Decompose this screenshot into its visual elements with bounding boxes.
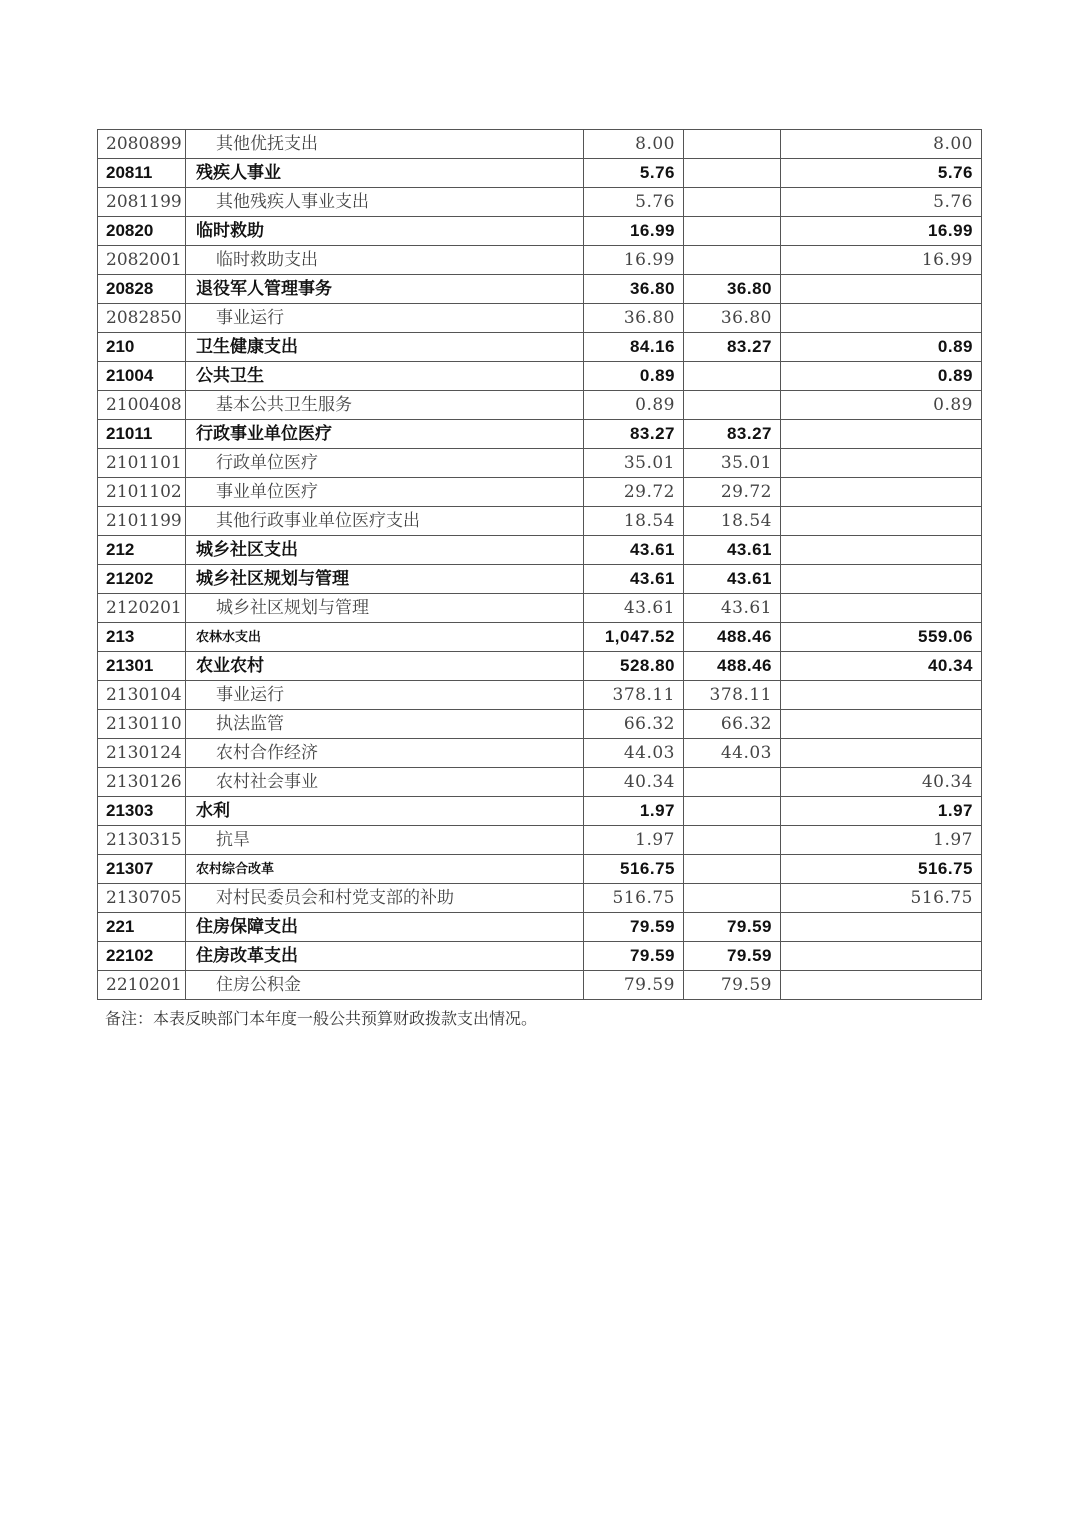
basic-expenditure-cell (684, 188, 781, 217)
basic-expenditure-cell: 79.59 (684, 971, 781, 1000)
project-expenditure-cell: 16.99 (781, 246, 982, 275)
account-name-cell: 住房公积金 (186, 971, 584, 1000)
total-amount-cell: 8.00 (584, 130, 684, 159)
account-code-cell: 2130124 (98, 739, 186, 768)
account-code-cell: 2130315 (98, 826, 186, 855)
project-expenditure-cell: 559.06 (781, 623, 982, 652)
basic-expenditure-cell: 36.80 (684, 304, 781, 333)
project-expenditure-cell (781, 449, 982, 478)
project-expenditure-cell (781, 420, 982, 449)
total-amount-cell: 5.76 (584, 188, 684, 217)
basic-expenditure-cell: 66.32 (684, 710, 781, 739)
table-row (98, 971, 982, 1000)
account-name-cell: 临时救助支出 (186, 246, 584, 275)
account-code-cell: 2130126 (98, 768, 186, 797)
expenditure-table-body (98, 130, 982, 1000)
table-row (98, 768, 982, 797)
project-expenditure-cell: 516.75 (781, 884, 982, 913)
table-row (98, 391, 982, 420)
account-name-cell: 事业单位医疗 (186, 478, 584, 507)
account-name-cell: 残疾人事业 (186, 159, 584, 188)
basic-expenditure-cell: 29.72 (684, 478, 781, 507)
project-expenditure-cell (781, 275, 982, 304)
project-expenditure-cell (781, 536, 982, 565)
total-amount-cell: 29.72 (584, 478, 684, 507)
basic-expenditure-cell: 18.54 (684, 507, 781, 536)
table-note: 备注：本表反映部门本年度一般公共预算财政拨款支出情况。 (105, 1009, 538, 1028)
project-expenditure-cell: 40.34 (781, 652, 982, 681)
table-row (98, 913, 982, 942)
total-amount-cell: 16.99 (584, 246, 684, 275)
project-expenditure-cell (781, 507, 982, 536)
account-code-cell: 210 (98, 333, 186, 362)
project-expenditure-cell: 1.97 (781, 797, 982, 826)
table-row (98, 710, 982, 739)
account-code-cell: 2100408 (98, 391, 186, 420)
table-row (98, 652, 982, 681)
account-name-cell: 事业运行 (186, 304, 584, 333)
account-name-cell: 水利 (186, 797, 584, 826)
table-row (98, 797, 982, 826)
project-expenditure-cell (781, 478, 982, 507)
basic-expenditure-cell (684, 217, 781, 246)
table-row (98, 362, 982, 391)
account-name-cell: 卫生健康支出 (186, 333, 584, 362)
account-code-cell: 221 (98, 913, 186, 942)
project-expenditure-cell (781, 942, 982, 971)
basic-expenditure-cell (684, 391, 781, 420)
table-row (98, 246, 982, 275)
basic-expenditure-cell: 43.61 (684, 536, 781, 565)
total-amount-cell: 83.27 (584, 420, 684, 449)
account-code-cell: 20811 (98, 159, 186, 188)
basic-expenditure-cell (684, 855, 781, 884)
basic-expenditure-cell (684, 826, 781, 855)
total-amount-cell: 43.61 (584, 565, 684, 594)
account-name-cell: 其他优抚支出 (186, 130, 584, 159)
account-code-cell: 2101199 (98, 507, 186, 536)
account-name-cell: 退役军人管理事务 (186, 275, 584, 304)
basic-expenditure-cell: 43.61 (684, 594, 781, 623)
table-row (98, 942, 982, 971)
basic-expenditure-cell (684, 768, 781, 797)
total-amount-cell: 1,047.52 (584, 623, 684, 652)
project-expenditure-cell (781, 565, 982, 594)
table-row (98, 420, 982, 449)
account-code-cell: 21301 (98, 652, 186, 681)
account-name-cell: 抗旱 (186, 826, 584, 855)
account-code-cell: 21307 (98, 855, 186, 884)
basic-expenditure-cell (684, 130, 781, 159)
basic-expenditure-cell (684, 159, 781, 188)
project-expenditure-cell (781, 971, 982, 1000)
basic-expenditure-cell: 35.01 (684, 449, 781, 478)
basic-expenditure-cell: 36.80 (684, 275, 781, 304)
account-name-cell: 住房保障支出 (186, 913, 584, 942)
project-expenditure-cell (781, 710, 982, 739)
table-row (98, 507, 982, 536)
table-row (98, 826, 982, 855)
account-name-cell: 农业农村 (186, 652, 584, 681)
total-amount-cell: 36.80 (584, 275, 684, 304)
basic-expenditure-cell: 79.59 (684, 942, 781, 971)
table-row (98, 188, 982, 217)
total-amount-cell: 66.32 (584, 710, 684, 739)
total-amount-cell: 79.59 (584, 942, 684, 971)
account-code-cell: 21004 (98, 362, 186, 391)
total-amount-cell: 84.16 (584, 333, 684, 362)
total-amount-cell: 79.59 (584, 913, 684, 942)
basic-expenditure-cell: 44.03 (684, 739, 781, 768)
account-name-cell: 农村综合改革 (186, 855, 584, 884)
project-expenditure-cell (781, 304, 982, 333)
account-name-cell: 住房改革支出 (186, 942, 584, 971)
total-amount-cell: 1.97 (584, 797, 684, 826)
basic-expenditure-cell (684, 884, 781, 913)
table-row (98, 739, 982, 768)
account-code-cell: 21202 (98, 565, 186, 594)
table-row (98, 855, 982, 884)
account-code-cell: 2081199 (98, 188, 186, 217)
total-amount-cell: 35.01 (584, 449, 684, 478)
total-amount-cell: 0.89 (584, 362, 684, 391)
account-name-cell: 行政事业单位医疗 (186, 420, 584, 449)
project-expenditure-cell: 1.97 (781, 826, 982, 855)
account-name-cell: 事业运行 (186, 681, 584, 710)
total-amount-cell: 528.80 (584, 652, 684, 681)
account-code-cell: 2130104 (98, 681, 186, 710)
basic-expenditure-cell: 79.59 (684, 913, 781, 942)
project-expenditure-cell: 16.99 (781, 217, 982, 246)
total-amount-cell: 36.80 (584, 304, 684, 333)
project-expenditure-cell: 5.76 (781, 159, 982, 188)
account-code-cell: 213 (98, 623, 186, 652)
expenditure-table-container (97, 129, 981, 1000)
table-row (98, 478, 982, 507)
account-code-cell: 21011 (98, 420, 186, 449)
table-row (98, 304, 982, 333)
account-name-cell: 基本公共卫生服务 (186, 391, 584, 420)
account-code-cell: 2082850 (98, 304, 186, 333)
project-expenditure-cell (781, 681, 982, 710)
account-name-cell: 对村民委员会和村党支部的补助 (186, 884, 584, 913)
project-expenditure-cell: 8.00 (781, 130, 982, 159)
total-amount-cell: 516.75 (584, 884, 684, 913)
account-name-cell: 公共卫生 (186, 362, 584, 391)
project-expenditure-cell: 516.75 (781, 855, 982, 884)
project-expenditure-cell: 5.76 (781, 188, 982, 217)
total-amount-cell: 378.11 (584, 681, 684, 710)
account-code-cell: 2210201 (98, 971, 186, 1000)
basic-expenditure-cell: 43.61 (684, 565, 781, 594)
account-name-cell: 农林水支出 (186, 623, 584, 652)
basic-expenditure-cell: 83.27 (684, 333, 781, 362)
account-name-cell: 其他残疾人事业支出 (186, 188, 584, 217)
account-code-cell: 2101101 (98, 449, 186, 478)
table-row (98, 159, 982, 188)
account-code-cell: 20820 (98, 217, 186, 246)
table-row (98, 565, 982, 594)
table-row (98, 536, 982, 565)
table-row (98, 681, 982, 710)
basic-expenditure-cell: 83.27 (684, 420, 781, 449)
project-expenditure-cell (781, 739, 982, 768)
account-code-cell: 2082001 (98, 246, 186, 275)
total-amount-cell: 44.03 (584, 739, 684, 768)
account-code-cell: 2101102 (98, 478, 186, 507)
account-name-cell: 行政单位医疗 (186, 449, 584, 478)
project-expenditure-cell: 0.89 (781, 362, 982, 391)
project-expenditure-cell: 40.34 (781, 768, 982, 797)
table-row (98, 130, 982, 159)
table-row (98, 275, 982, 304)
basic-expenditure-cell (684, 246, 781, 275)
total-amount-cell: 1.97 (584, 826, 684, 855)
account-code-cell: 2080899 (98, 130, 186, 159)
table-row (98, 449, 982, 478)
project-expenditure-cell: 0.89 (781, 391, 982, 420)
total-amount-cell: 16.99 (584, 217, 684, 246)
account-name-cell: 临时救助 (186, 217, 584, 246)
account-code-cell: 21303 (98, 797, 186, 826)
basic-expenditure-cell (684, 362, 781, 391)
total-amount-cell: 43.61 (584, 536, 684, 565)
total-amount-cell: 43.61 (584, 594, 684, 623)
table-row (98, 333, 982, 362)
total-amount-cell: 18.54 (584, 507, 684, 536)
total-amount-cell: 5.76 (584, 159, 684, 188)
project-expenditure-cell: 0.89 (781, 333, 982, 362)
account-name-cell: 城乡社区规划与管理 (186, 594, 584, 623)
project-expenditure-cell (781, 913, 982, 942)
basic-expenditure-cell (684, 797, 781, 826)
account-code-cell: 2130705 (98, 884, 186, 913)
expenditure-table (97, 129, 982, 1000)
account-code-cell: 2120201 (98, 594, 186, 623)
account-code-cell: 22102 (98, 942, 186, 971)
table-row (98, 884, 982, 913)
account-code-cell: 2130110 (98, 710, 186, 739)
project-expenditure-cell (781, 594, 982, 623)
table-row (98, 623, 982, 652)
account-name-cell: 执法监管 (186, 710, 584, 739)
account-code-cell: 20828 (98, 275, 186, 304)
basic-expenditure-cell: 488.46 (684, 623, 781, 652)
account-name-cell: 农村合作经济 (186, 739, 584, 768)
total-amount-cell: 516.75 (584, 855, 684, 884)
total-amount-cell: 79.59 (584, 971, 684, 1000)
account-code-cell: 212 (98, 536, 186, 565)
basic-expenditure-cell: 378.11 (684, 681, 781, 710)
account-name-cell: 农村社会事业 (186, 768, 584, 797)
total-amount-cell: 0.89 (584, 391, 684, 420)
total-amount-cell: 40.34 (584, 768, 684, 797)
basic-expenditure-cell: 488.46 (684, 652, 781, 681)
table-row (98, 594, 982, 623)
table-row (98, 217, 982, 246)
account-name-cell: 城乡社区规划与管理 (186, 565, 584, 594)
account-name-cell: 城乡社区支出 (186, 536, 584, 565)
account-name-cell: 其他行政事业单位医疗支出 (186, 507, 584, 536)
